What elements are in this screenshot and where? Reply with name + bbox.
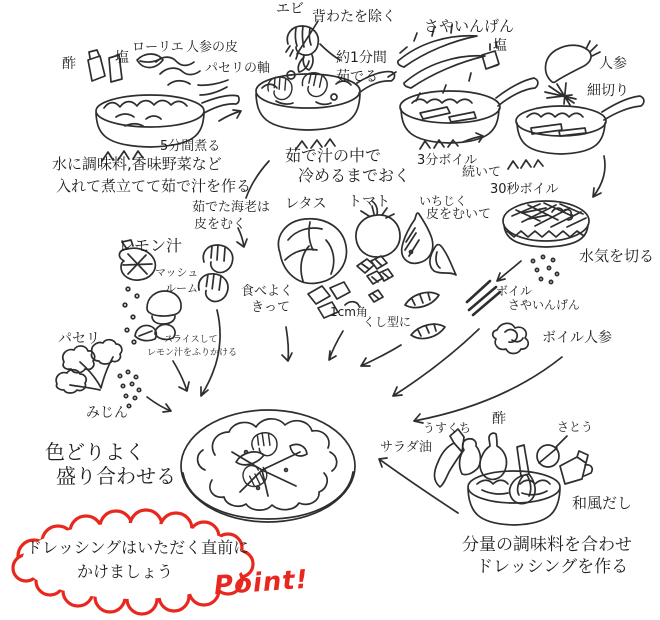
label-fig: いちじく bbox=[419, 194, 468, 208]
caption-broth-2: 入れて煮立てて茹で汁を作る bbox=[56, 177, 252, 195]
label-devein: 背わたを除く bbox=[312, 9, 396, 25]
label-dice-1cm: 1cm角 bbox=[330, 305, 368, 319]
label-bite-2: きって bbox=[251, 300, 291, 315]
arrow-broth-to-shrimp bbox=[219, 110, 241, 121]
label-bite-1: 食べよく bbox=[241, 284, 294, 299]
label-peel-shrimp-1: 茹でた海老は bbox=[192, 200, 271, 215]
label-mushroom-1: マッシュ bbox=[155, 266, 199, 279]
label-parsley-stem: パセリの軸 bbox=[205, 61, 271, 76]
label-parsley: パセリ bbox=[58, 331, 100, 347]
label-broth-salt: 塩 bbox=[115, 50, 129, 66]
label-mince: みじん bbox=[86, 405, 128, 421]
label-wedge-cut: くし型に bbox=[363, 315, 412, 329]
label-sugar: さとう bbox=[557, 420, 594, 434]
label-boiled-beans-1: ボイル bbox=[496, 284, 533, 298]
label-lemon-juice: レモン汁 bbox=[118, 236, 183, 255]
label-mushroom-2: ルーム bbox=[165, 282, 198, 295]
caption-dressing-1: 分量の調味料を合わせ bbox=[462, 535, 632, 555]
label-salad-oil: サラダ油 bbox=[380, 440, 432, 455]
label-boiled-beans-2: さやいんげん bbox=[508, 298, 581, 312]
label-boil-3min: 3分ボイル bbox=[417, 153, 478, 168]
caption-plating-1: 色どりよく bbox=[45, 440, 145, 464]
label-drain: 水気を切る bbox=[579, 247, 655, 265]
converge-arrows bbox=[393, 329, 562, 423]
tomato-drawing bbox=[329, 201, 400, 360]
label-dressing-vinegar: 酢 bbox=[492, 411, 506, 427]
caption-dressing-2: ドレッシングを作る bbox=[476, 557, 629, 577]
label-boil-30sec: 30秒ボイル bbox=[490, 182, 559, 197]
label-light-soy: うすくち bbox=[423, 421, 472, 435]
label-boiled-carrot: ボイル人参 bbox=[542, 330, 612, 346]
label-simmer-5min: 5分間煮る bbox=[160, 139, 221, 154]
label-lettuce: レタス bbox=[285, 196, 327, 212]
lemon-mushroom-drawing bbox=[118, 236, 189, 391]
label-peel-shrimp-2: 皮をむく bbox=[194, 217, 247, 232]
label-fig-peel: 皮をむいて bbox=[426, 207, 492, 222]
peeled-shrimp-drawing bbox=[198, 228, 247, 396]
caption-cool-2: 冷めるまでおく bbox=[298, 166, 411, 185]
label-broth-vinegar: 酢 bbox=[62, 56, 76, 72]
label-shred: 細切り bbox=[587, 83, 629, 99]
label-bean-salt: 塩 bbox=[493, 38, 507, 54]
label-carrot-peel: 人参の皮 bbox=[186, 40, 239, 55]
bubble-text-1: ドレッシングはいただく直前に bbox=[26, 538, 250, 557]
label-bay-leaf: ローリエ bbox=[132, 40, 184, 55]
label-tomato: トマト bbox=[348, 194, 390, 210]
point-badge: Point! bbox=[213, 564, 310, 602]
label-carrot: 人参 bbox=[599, 56, 627, 72]
caption-broth-1: 水に調味料,香味野菜など bbox=[52, 155, 222, 173]
label-next: 続いて bbox=[462, 165, 502, 180]
label-green-beans: さやいんげん bbox=[424, 17, 515, 35]
label-dashi: 和風だし bbox=[572, 494, 633, 512]
caption-cool-1: 茹で汁の中で bbox=[285, 146, 382, 165]
label-shrimp: エビ bbox=[276, 1, 304, 17]
fig-drawing bbox=[361, 213, 456, 366]
label-boil-1min-b: 茹でる bbox=[336, 69, 378, 85]
label-slice-2: レモン汁をふりかける bbox=[147, 348, 238, 358]
label-boil-1min-a: 約1分間 bbox=[336, 50, 387, 66]
label-slice-1: スライスして bbox=[164, 335, 218, 345]
bean-pan-drawing bbox=[388, 25, 538, 149]
colander-drawing bbox=[497, 201, 589, 284]
bubble-text-2: かけましょう bbox=[77, 562, 174, 581]
caption-plating-2: 盛り合わせる bbox=[56, 464, 176, 488]
salad-plate-drawing bbox=[181, 410, 355, 522]
